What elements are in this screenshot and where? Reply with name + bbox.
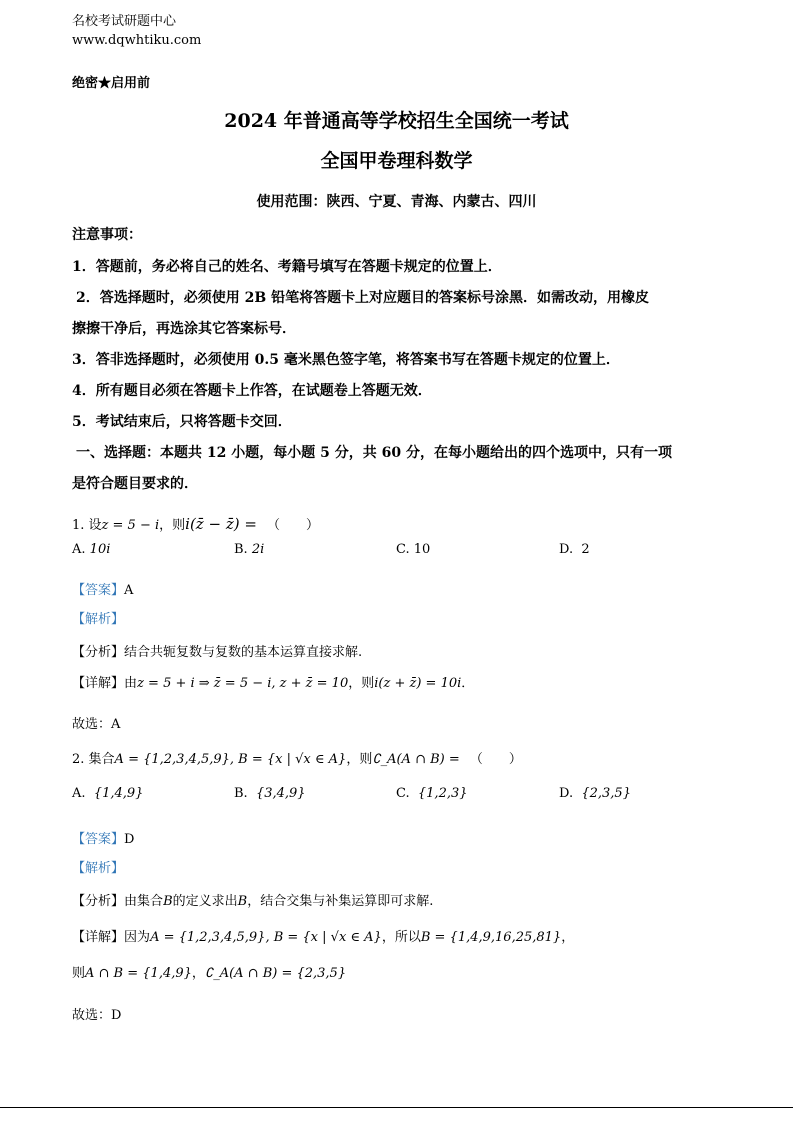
q1-answer: 【答案】A bbox=[72, 583, 134, 598]
question-1-stem bbox=[72, 514, 319, 533]
q1-detail: 【详解】由z = 5 + i ⇒ z̄ = 5 − i, z + z̄ = 10，则i(z + z̄) = 10i． bbox=[72, 676, 475, 691]
q1-prefix: 1. 设 bbox=[72, 518, 102, 533]
q2-blank: （ ） bbox=[469, 752, 522, 767]
note-item: 2．答选择题时，必须使用 2B 铅笔将答题卡上对应题目的答案标号涂黑．如需改动，用橡皮 bbox=[76, 290, 650, 306]
q1-analysis-label: 【解析】 bbox=[72, 612, 125, 627]
q2-choice-c: C. {1,2,3} bbox=[396, 786, 468, 801]
note-item: 1．答题前，务必将自己的姓名、考籍号填写在答题卡规定的位置上． bbox=[72, 259, 502, 275]
q1-choice-d: D. 2 bbox=[559, 542, 590, 557]
q2-fenxi: 【分析】由集合B的定义求出B，结合交集与补集运算即可求解. bbox=[72, 894, 434, 909]
q1-mid: ，则 bbox=[159, 518, 186, 533]
question-2-stem: 2. 集合A = {1,2,3,4,5,9}, B = {x | √x ∈ A}，则∁_A(A ∩ B) = （ ） bbox=[72, 752, 522, 767]
site-name: 名校考试研题中心 bbox=[72, 14, 177, 29]
section-heading-cont: 是符合题目要求的． bbox=[72, 476, 198, 492]
note-item: 擦擦干净后，再选涂其它答案标号． bbox=[72, 321, 296, 337]
q1-choice-b: B. 2i bbox=[234, 542, 265, 557]
q1-math: z = 5 − i bbox=[101, 518, 160, 533]
notes-heading: 注意事项： bbox=[72, 227, 142, 243]
note-item: 4．所有题目必须在答题卡上作答，在试题卷上答题无效． bbox=[72, 383, 432, 399]
q1-fenxi: 【分析】结合共轭复数与复数的基本运算直接求解. bbox=[72, 645, 363, 660]
q1-choice-c: C. 10 bbox=[396, 542, 431, 557]
q2-math-expr: ∁_A(A ∩ B) = bbox=[372, 752, 460, 767]
q2-choice-d: D. {2,3,5} bbox=[559, 786, 631, 801]
q2-choice-a: A. {1,4,9} bbox=[72, 786, 144, 801]
q2-detail-cont: 则A ∩ B = {1,4,9}，∁_A(A ∩ B) = {2,3,5} bbox=[72, 966, 347, 981]
note-item: 3．答非选择题时，必须使用 0.5 毫米黑色签字笔，将答案书写在答题卡规定的位置上． bbox=[72, 352, 620, 368]
site-url[interactable]: www.dqwhtiku.com bbox=[72, 33, 202, 48]
q1-math-expr: i(z̄ − z̄) = bbox=[185, 515, 257, 533]
q2-analysis-label: 【解析】 bbox=[72, 861, 125, 876]
usage-scope: 使用范围：陕西、宁夏、青海、内蒙古、四川 bbox=[256, 194, 537, 210]
q2-detail: 【详解】因为A = {1,2,3,4,5,9}, B = {x | √x ∈ A}，所以B = {1,4,9,16,25,81}， bbox=[72, 930, 575, 945]
secret-label: 绝密★启用前 bbox=[72, 76, 151, 91]
q2-math: A = {1,2,3,4,5,9}, B = {x | √x ∈ A} bbox=[114, 752, 347, 767]
q1-choice-a: A. 10i bbox=[72, 542, 111, 557]
exam-subtitle: 全国甲卷理科数学 bbox=[320, 150, 473, 172]
q1-blank: （ ） bbox=[267, 518, 320, 533]
note-item: 5．考试结束后，只将答题卡交回． bbox=[72, 414, 292, 430]
q2-choice-b: B. {3,4,9} bbox=[234, 786, 306, 801]
q2-conclusion: 故选：D bbox=[72, 1008, 122, 1023]
q1-conclusion: 故选：A bbox=[72, 717, 121, 732]
footer-divider bbox=[0, 1107, 793, 1108]
exam-title: 2024 年普通高等学校招生全国统一考试 bbox=[224, 110, 569, 132]
q2-answer: 【答案】D bbox=[72, 832, 135, 847]
section-heading: 一、选择题：本题共 12 小题，每小题 5 分，共 60 分，在每小题给出的四个选项中，只有一项 bbox=[76, 445, 672, 461]
